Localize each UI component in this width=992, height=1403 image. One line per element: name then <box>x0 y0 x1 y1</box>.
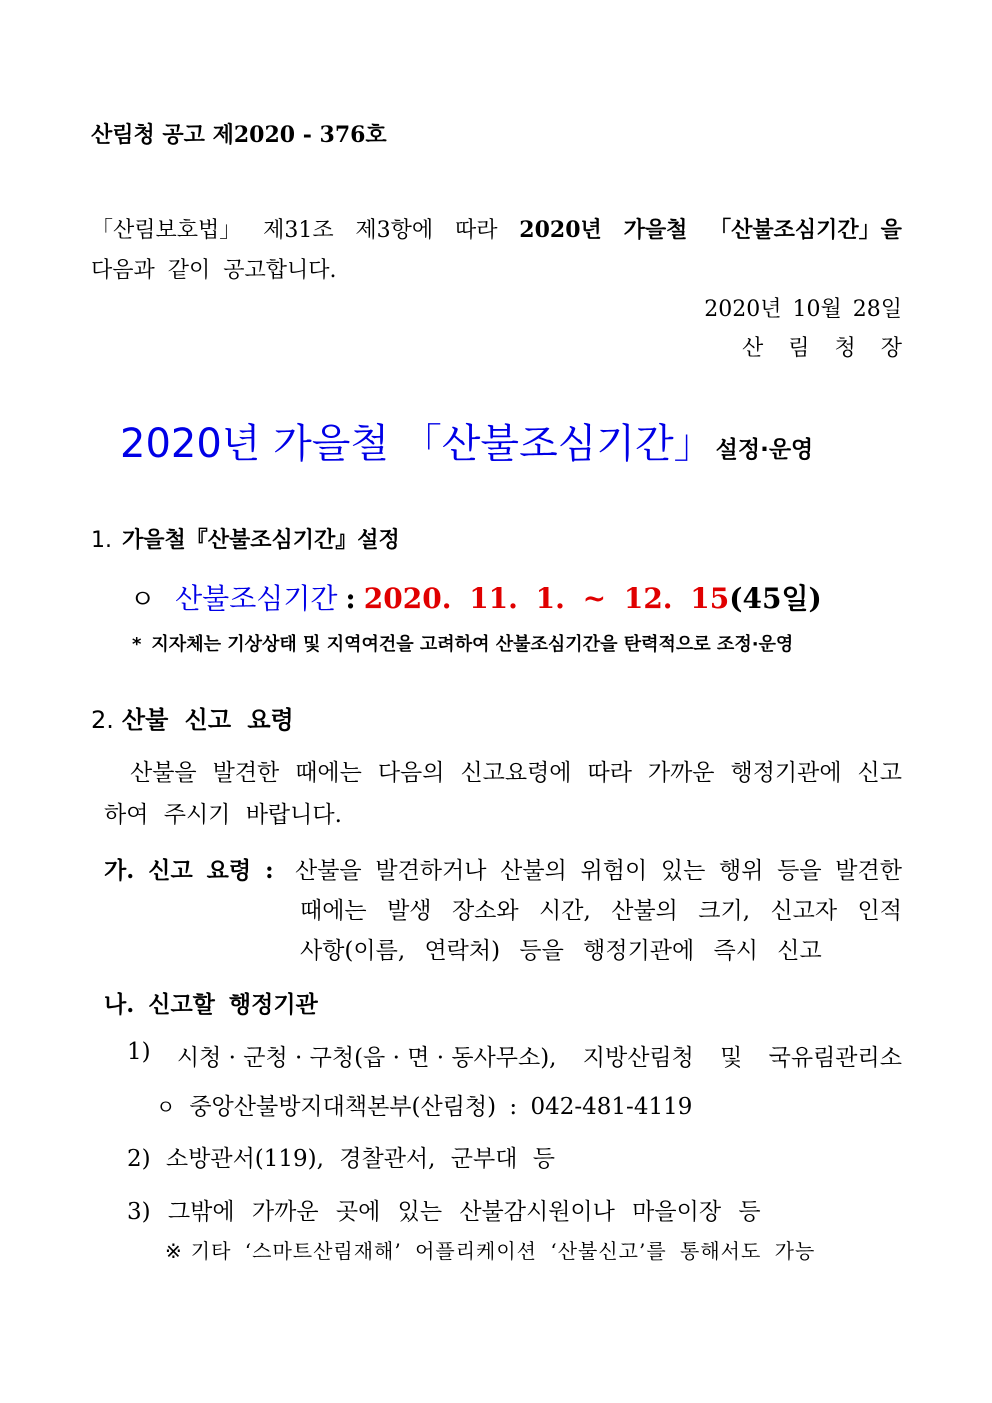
section2-body-line1 <box>130 754 902 787</box>
method-word: 발견한 <box>835 858 902 884</box>
agencies-label: 나. 신고할 행정기관 <box>104 991 318 1018</box>
intro-word: 2020년 <box>519 217 602 243</box>
agency-item-3: 3) 그밖에 가까운 곳에 있는 산불감시원이나 마을이장 등 <box>127 1199 761 1225</box>
method-word: 등을 <box>777 858 822 884</box>
period-colon: : <box>345 582 356 615</box>
title-main: 2020년 가을철 「산불조심기간」 <box>120 421 714 467</box>
agency-word: 국유림관리소 <box>768 1045 902 1071</box>
agency-item-1 <box>127 1039 902 1072</box>
body-word: 다음의 <box>377 760 445 786</box>
agency-word: 지방산림청 <box>582 1045 694 1071</box>
bullet-circle-icon: ㅇ <box>130 585 156 615</box>
agency-word: 1) <box>127 1039 151 1065</box>
notice-number: 산림청 공고 제2020 - 376호 <box>91 122 387 148</box>
report-method-label: 가. 신고 요령 : <box>104 857 274 884</box>
agency-word: 및 <box>720 1045 743 1071</box>
method-word: 있는 <box>660 858 706 884</box>
app-report-note <box>165 1235 815 1264</box>
section2-body-line2: 하여 주시기 바랍니다. <box>104 802 342 828</box>
agency-word: 시청 · 군청 · 구청(읍 · 면 · 동사무소), <box>176 1045 557 1071</box>
method-word: 산불의 <box>611 898 678 924</box>
intro-word: 「산림보호법」 <box>91 218 242 243</box>
report-method-line3: 사항(이름, 연락처) 등을 행정기관에 즉시 신고 <box>300 938 822 964</box>
body-word: 가까운 <box>647 760 715 786</box>
method-word: 발견하거나 <box>375 858 487 884</box>
method-word: 행위 <box>719 858 764 884</box>
intro-paragraph-line1 <box>91 213 902 244</box>
report-method-line2 <box>300 892 902 925</box>
method-word: 시간, <box>539 898 591 924</box>
reference-mark-icon: ※ <box>165 1239 183 1263</box>
bullet-circle-icon: ㅇ <box>156 1095 176 1119</box>
notice-issuer: 산림청장 <box>741 336 927 361</box>
body-word: 행정기관에 <box>730 760 842 786</box>
document-title <box>120 412 813 469</box>
period-label: 산불조심기간 <box>175 582 338 615</box>
method-word: 발생 <box>387 898 432 924</box>
section1-heading <box>91 523 400 554</box>
section1-note-text: 지자체는 기상상태 및 지역여건을 고려하여 산불조심기간을 탄력적으로 조정·운영 <box>151 634 794 655</box>
period-range: 2020. 11. 1. ~ 12. 15 <box>363 582 730 615</box>
intro-paragraph-line2: 다음과 같이 공고합니다. <box>91 258 337 283</box>
method-word: 산불의 <box>500 858 567 884</box>
section1-number: 1. <box>91 528 112 553</box>
intro-word: 가을철 <box>623 217 688 243</box>
method-word: 위험이 <box>580 858 648 884</box>
period-days: (45일) <box>729 582 822 615</box>
asterisk-icon: * <box>132 634 142 655</box>
section1-note <box>132 630 793 656</box>
intro-word: 제31조 <box>263 218 334 243</box>
intro-word: 제3항에 <box>355 218 434 243</box>
intro-word: 「산불조심기간」을 <box>709 217 902 243</box>
method-word: 신고자 <box>770 898 838 924</box>
intro-word: 따라 <box>454 218 498 243</box>
section2-number: 2. <box>91 706 114 734</box>
method-word: 산불을 <box>295 858 362 884</box>
title-suffix: 설정·운영 <box>715 437 814 463</box>
fire-caution-period <box>130 577 822 617</box>
agency-item-2: 2) 소방관서(119), 경찰관서, 군부대 등 <box>127 1146 555 1172</box>
method-word: 장소와 <box>451 898 519 924</box>
section1-title: 가을철『산불조심기간』설정 <box>122 527 400 553</box>
app-report-note-text: 기타 ‘스마트산림재해’ 어플리케이션 ‘산불신고’를 통해서도 가능 <box>190 1239 816 1263</box>
section2-title: 산불 신고 요령 <box>121 705 294 734</box>
method-word: 크기, <box>698 898 751 924</box>
body-word: 신고요령에 <box>460 760 572 786</box>
method-word: 인적 <box>857 898 902 924</box>
agency-item-1-sub <box>156 1088 692 1121</box>
body-word: 산불을 <box>130 760 197 786</box>
body-word: 때에는 <box>295 760 362 786</box>
hq-phone: 중앙산불방지대책본부(산림청) : 042-481-4119 <box>189 1094 693 1120</box>
body-word: 따라 <box>587 760 632 786</box>
section2-heading <box>91 700 294 735</box>
method-word: 때에는 <box>300 898 367 924</box>
body-word: 신고 <box>857 760 902 786</box>
body-word: 발견한 <box>212 760 280 786</box>
report-method-line1 <box>295 852 902 885</box>
notice-date: 2020년 10월 28일 <box>704 297 902 322</box>
